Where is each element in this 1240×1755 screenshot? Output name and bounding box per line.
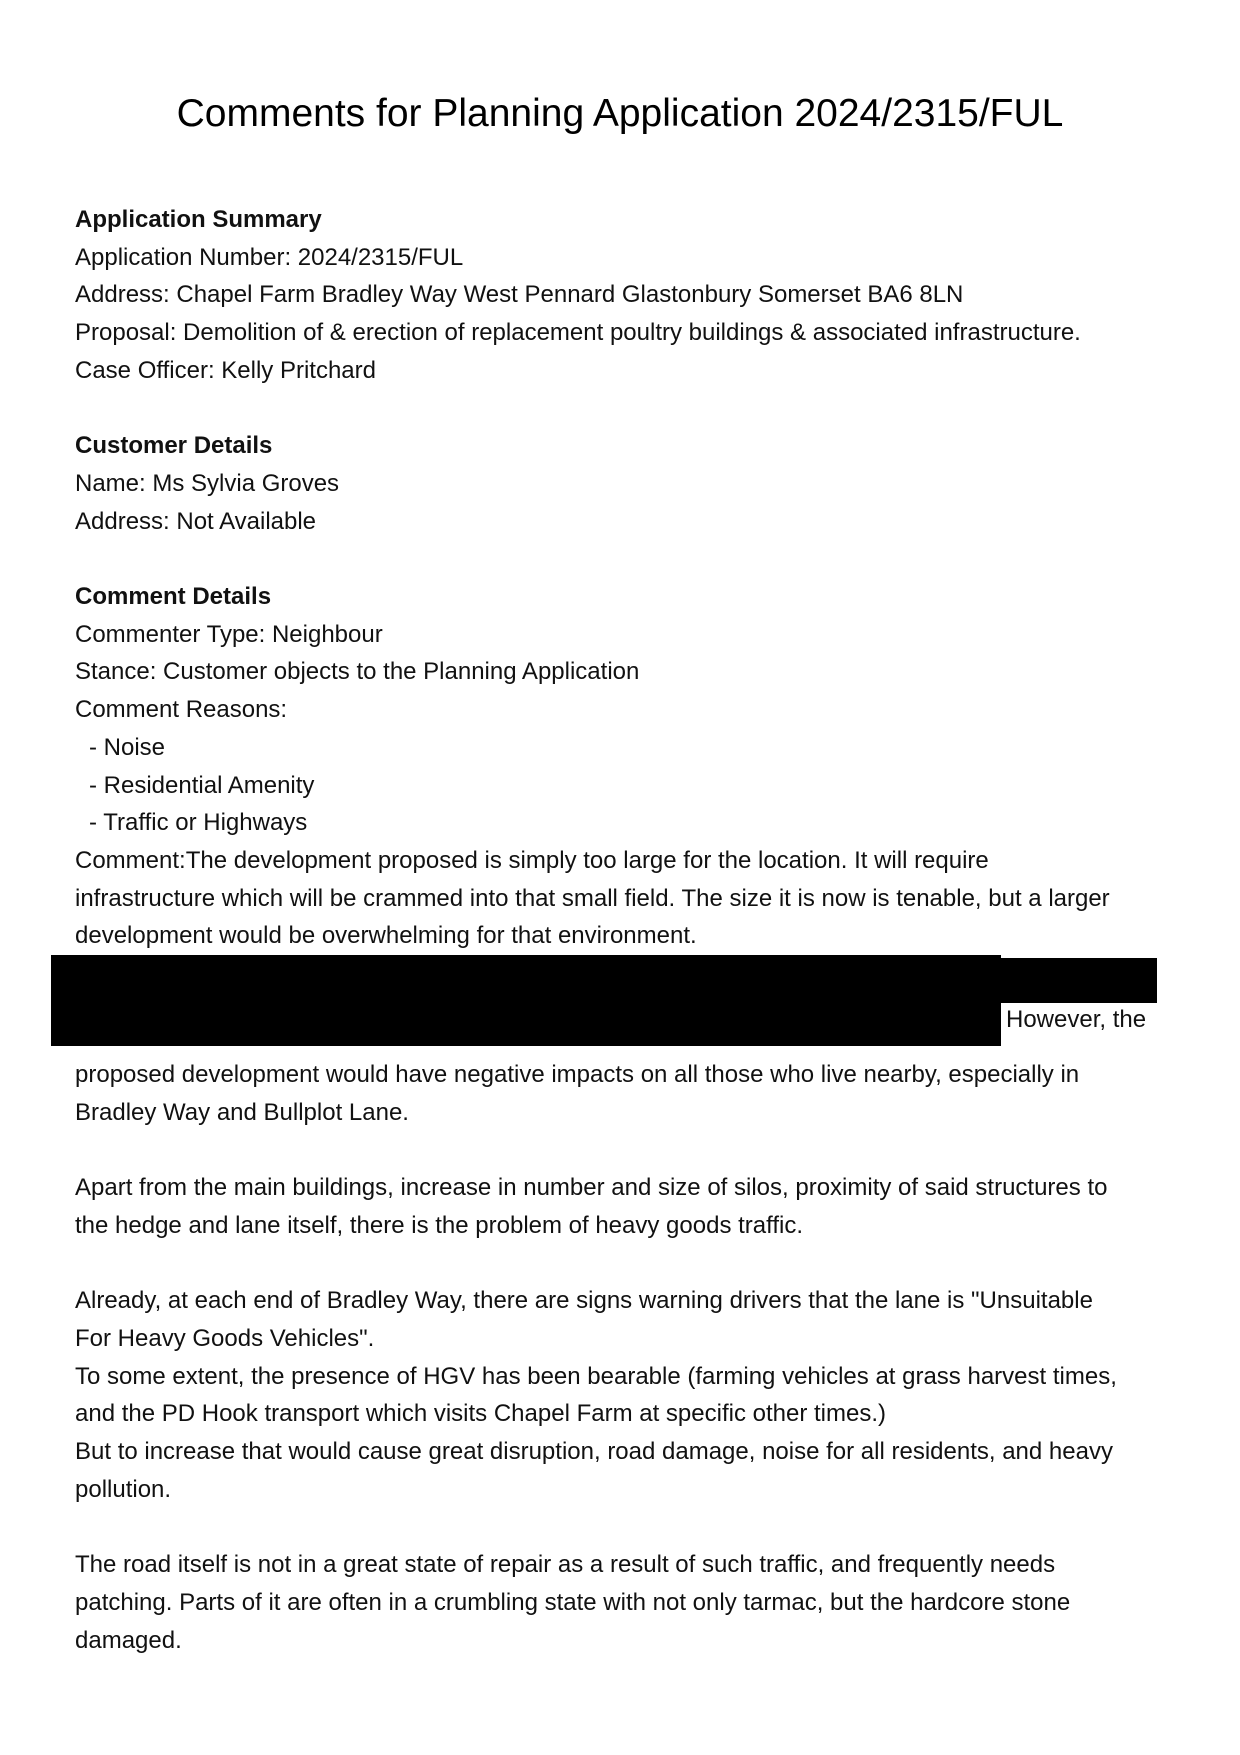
application-address: Address: Chapel Farm Bradley Way West Pennard Glastonbury Somerset BA6 8LN bbox=[75, 281, 964, 309]
comment-line: The road itself is not in a great state of repair as a result of such traffic, and frequently needs bbox=[75, 1551, 1056, 1579]
customer-address: Address: Not Available bbox=[75, 507, 317, 535]
page-title: Comments for Planning Application 2024/2315/FUL bbox=[176, 92, 1064, 135]
comment-line: and the PD Hook transport which visits Chapel Farm at specific other times.) bbox=[75, 1400, 886, 1428]
comment-line: proposed development would have negative impacts on all those who live nearby, especially in bbox=[75, 1061, 1080, 1089]
spacer bbox=[75, 390, 1185, 428]
comment-line: But to increase that would cause great disruption, road damage, noise for all residents, and heavy bbox=[75, 1438, 1113, 1466]
comment-line: pollution. bbox=[75, 1475, 172, 1503]
application-summary-heading: Application Summary bbox=[75, 206, 322, 233]
customer-details-heading: Customer Details bbox=[75, 432, 273, 460]
redaction-area bbox=[75, 943, 1185, 1056]
comment-line: Apart from the main buildings, increase in number and size of silos, proximity of said structures to bbox=[75, 1174, 1108, 1202]
application-number: Application Number: 2024/2315/FUL bbox=[75, 243, 464, 271]
comment-details-heading: Comment Details bbox=[75, 583, 272, 610]
customer-name: Name: Ms Sylvia Groves bbox=[75, 469, 340, 497]
comment-line: Already, at each end of Bradley Way, there are signs warning drivers that the lane is "Unsuitable bbox=[75, 1287, 1093, 1315]
comment-line: the hedge and lane itself, there is the problem of heavy goods traffic. bbox=[75, 1211, 804, 1239]
stance: Stance: Customer objects to the Planning Application bbox=[75, 658, 640, 686]
comment-line: patching. Parts of it are often in a crumbling state with not only tarmac, but the hardcore stone bbox=[75, 1588, 1071, 1616]
comment-reasons-label: Comment Reasons: bbox=[75, 696, 288, 724]
comment-line: infrastructure which will be crammed into that small field. The size it is now is tenable, but a larger bbox=[75, 884, 1110, 912]
commenter-type: Commenter Type: Neighbour bbox=[75, 620, 383, 648]
redaction-bar bbox=[1000, 958, 1157, 1003]
case-officer: Case Officer: Kelly Pritchard bbox=[75, 356, 376, 384]
document-body bbox=[75, 201, 1185, 1659]
comment-line: Comment:The development proposed is simply too large for the location. It will require bbox=[75, 846, 989, 874]
comment-line: For Heavy Goods Vehicles". bbox=[75, 1324, 375, 1352]
spacer bbox=[75, 1508, 1185, 1546]
spacer bbox=[75, 540, 1185, 578]
comment-line: development would be overwhelming for that environment. bbox=[75, 922, 697, 950]
comment-line: However, the bbox=[1006, 1006, 1147, 1034]
spacer bbox=[75, 1245, 1185, 1283]
application-summary-section bbox=[75, 201, 1185, 390]
comment-details-section bbox=[75, 578, 1185, 1659]
comment-reason: - Residential Amenity bbox=[89, 771, 315, 799]
comment-line: To some extent, the presence of HGV has been bearable (farming vehicles at grass harvest times, bbox=[75, 1362, 1117, 1390]
redaction-bar bbox=[51, 955, 1001, 1046]
customer-details-section bbox=[75, 427, 1185, 540]
comment-reason: - Traffic or Highways bbox=[89, 809, 308, 837]
comment-line: damaged. bbox=[75, 1626, 182, 1654]
application-proposal: Proposal: Demolition of & erection of replacement poultry buildings & associated infrastructure. bbox=[75, 319, 1081, 347]
comment-line: Bradley Way and Bullplot Lane. bbox=[75, 1098, 409, 1126]
comment-reason: - Noise bbox=[89, 733, 166, 761]
spacer bbox=[75, 1131, 1185, 1169]
